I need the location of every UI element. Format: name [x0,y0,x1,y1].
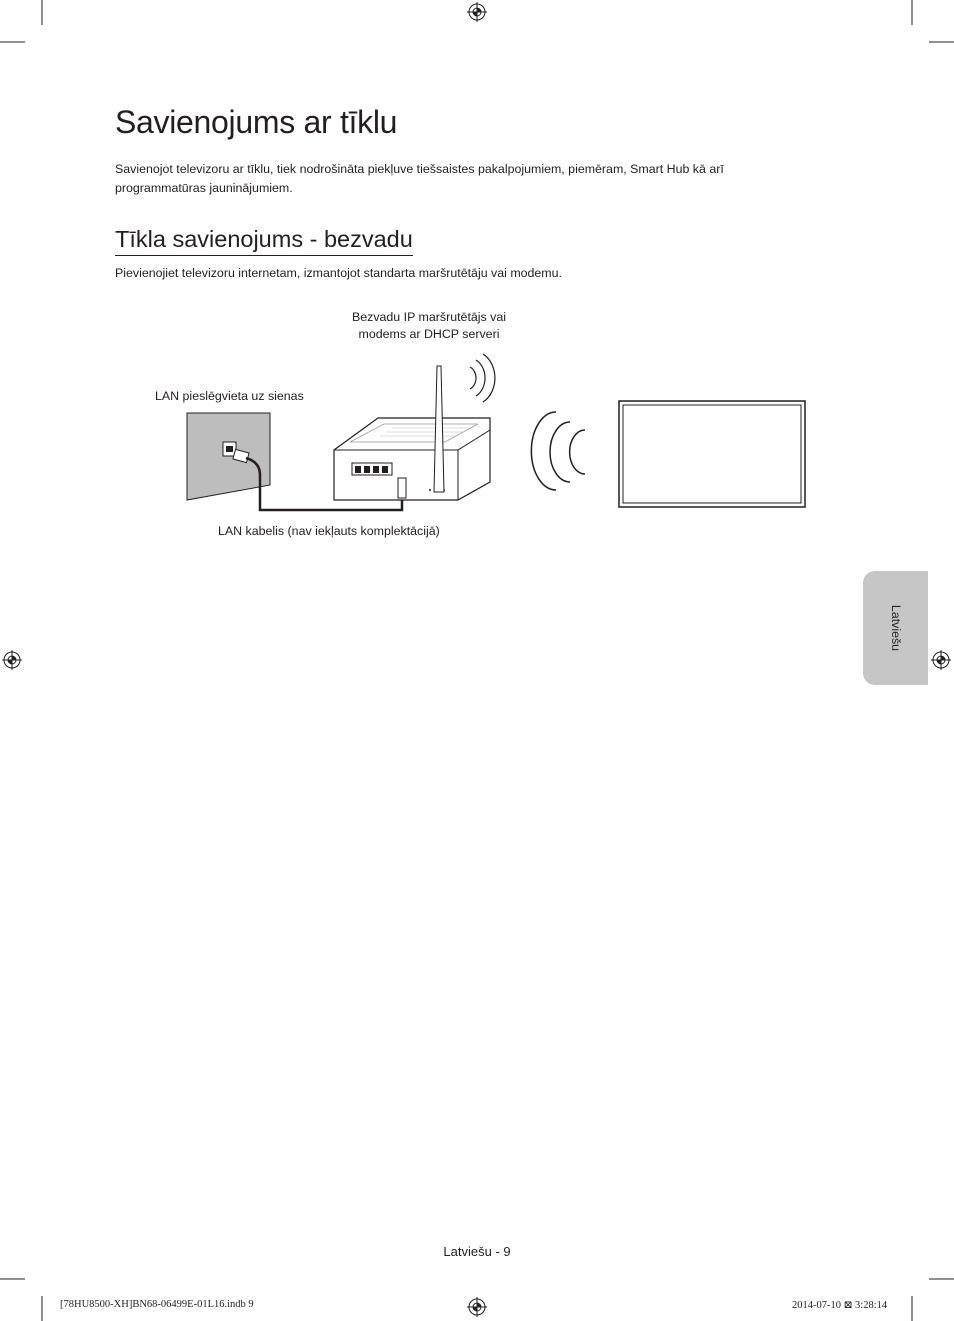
router-icon [334,418,490,500]
intro-paragraph: Savienojot televizoru ar tīklu, tiek nodrošināta piekļuve tiešsaistes pakalpojumiem, piemēram, Smart Hub kā arī programmatūras jauninājumiem. [115,162,724,195]
page-title: Savienojums ar tīklu [115,104,398,140]
section-title: Tīkla savienojums - bezvadu [115,226,413,256]
section-text: Pievienojiet televizoru internetam, izmantojot standarta maršrutētāju vai modemu. [115,266,562,280]
router-label-line1: Bezvadu IP maršrutētājs vai [351,310,507,324]
router-label-line2: modems ar DHCP serveri [358,327,500,341]
tv-icon [619,401,805,507]
wall-port-label: LAN pieslēgvieta uz sienas [155,389,304,403]
print-timestamp: 2014-07-10 ⊠ 3:28:14 [792,1300,888,1311]
language-side-tab [863,571,928,685]
antenna-icon [434,366,444,492]
cable-label: LAN kabelis (nav iekļauts komplektācijā) [218,524,440,538]
tv-signal-icon [531,412,585,490]
wall-lan-port-icon [187,413,270,500]
router-signal-icon [470,354,495,402]
print-file-info: [78HU8500-XH]BN68-06499E-01L16.indb 9 [60,1299,254,1310]
router-label [330,309,528,343]
page-number: Latviešu - 9 [443,1244,511,1259]
language-side-tab-label: Latviešu [888,604,903,652]
